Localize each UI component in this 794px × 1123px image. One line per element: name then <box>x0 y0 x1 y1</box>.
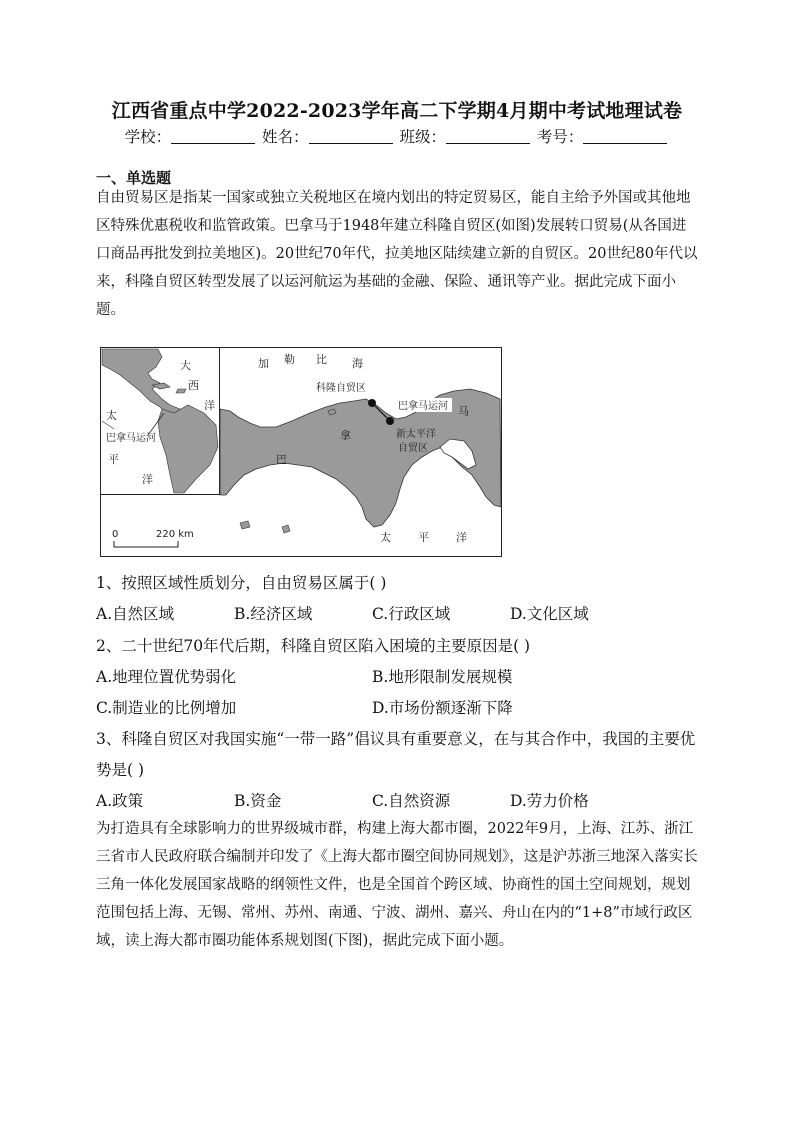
option-d[interactable]: D.文化区域 <box>510 605 589 623</box>
inset-atlantic-3: 洋 <box>204 399 215 412</box>
option-a[interactable]: A.政策 <box>96 792 144 810</box>
question-1-stem: 1、按照区域性质划分，自由贸易区属于( ) <box>96 574 387 592</box>
scale-zero: 0 <box>112 529 119 540</box>
caribbean-2: 勒 <box>284 353 295 366</box>
panama-map <box>100 347 502 557</box>
option-d[interactable]: D.市场份额逐渐下降 <box>372 699 513 717</box>
option-a[interactable]: A.自然区域 <box>96 605 175 623</box>
class-blank[interactable] <box>446 129 530 144</box>
caribbean-1: 加 <box>258 357 269 370</box>
question-2-options-row2 <box>96 696 696 716</box>
option-b[interactable]: B.地形限制发展规模 <box>372 668 513 686</box>
name-blank[interactable] <box>309 129 393 144</box>
scale-km: 220 km <box>156 529 194 540</box>
inset-atlantic-1: 大 <box>180 359 191 372</box>
option-d[interactable]: D.劳力价格 <box>510 792 589 810</box>
school-blank[interactable] <box>171 129 255 144</box>
pacific-label-3: 洋 <box>456 531 467 544</box>
new-pacific-label-2: 自贸区 <box>398 443 428 454</box>
pacific-label-1: 太 <box>380 531 391 544</box>
colon-marker <box>368 399 376 407</box>
school-label: 学校： <box>124 128 172 146</box>
question-2-stem: 2、二十世纪70年代后期，科隆自贸区陷入困境的主要原因是( ) <box>96 637 531 655</box>
option-b[interactable]: B.资金 <box>234 792 282 810</box>
option-c[interactable]: C.制造业的比例增加 <box>96 699 237 717</box>
country-label-1: 巴 <box>276 453 287 466</box>
new-pacific-marker <box>386 417 394 425</box>
option-c[interactable]: C.自然资源 <box>372 792 451 810</box>
inset-atlantic-2: 西 <box>188 379 199 392</box>
caribbean-3: 比 <box>316 353 327 366</box>
caribbean-4: 海 <box>352 357 363 370</box>
class-label: 班级： <box>399 128 446 146</box>
question-2-options-row1 <box>96 665 696 685</box>
hispaniola-shape <box>176 389 186 393</box>
question-3-options <box>96 789 696 809</box>
inset-canal-label: 巴拿马运河 <box>106 433 156 444</box>
passage-1: 自由贸易区是指某一国家或独立关税地区在境内划出的特定贸易区，能自主给予外国或其他地区特殊优惠税收和监管政策。巴拿马于1948年建立科隆自贸区(如图)发展转口贸易(从各国进口商品再批发到拉美地区)。20世纪70年代，拉美地区陆续建立新的自贸区。20世纪80年代以来，科隆自贸区转型发展了以运河航运为基础的金融、保险、通讯等产业。据此完成下面小题。 <box>96 190 698 318</box>
country-label-2: 拿 <box>340 429 351 442</box>
pacific-label-2: 平 <box>418 531 429 544</box>
country-label-3: 马 <box>458 405 469 418</box>
option-b[interactable]: B.经济区域 <box>234 605 313 623</box>
question-3-stem-line2: 势是( ) <box>96 761 145 779</box>
canal-label: 巴拿马运河 <box>398 401 448 412</box>
question-1-options <box>96 602 696 622</box>
inset-map <box>101 348 220 495</box>
option-a[interactable]: A.地理位置优势弱化 <box>96 668 237 686</box>
question-3-stem-line1: 3、科隆自贸区对我国实施“一带一路”倡议具有重要意义，在与其合作中，我国的主要优 <box>96 730 696 748</box>
exam-no-label: 考号： <box>536 128 584 146</box>
exam-title: 江西省重点中学2022-2023学年高二下学期4月期中考试地理试卷 <box>111 100 683 122</box>
option-c[interactable]: C.行政区域 <box>372 605 451 623</box>
section-heading: 一、单选题 <box>96 169 172 187</box>
inset-pacific-2: 平 <box>108 453 119 466</box>
inset-pacific-1: 太 <box>106 409 117 422</box>
colon-label: 科隆自贸区 <box>316 383 366 394</box>
inset-pacific-3: 洋 <box>142 473 153 486</box>
new-pacific-label-1: 新太平洋 <box>396 429 436 440</box>
exam-no-blank[interactable] <box>583 129 667 144</box>
name-label: 姓名： <box>262 128 309 146</box>
student-info-line <box>0 125 794 147</box>
passage-2: 为打造具有全球影响力的世界级城市群，构建上海大都市圈，2022年9月，上海、江苏、浙江三省市人民政府联合编制并印发了《上海大都市圈空间协同规划》，这是沪苏浙三地深入落实长三角一体化发展国家战略的纲领性文件，也是全国首个跨区域、协商性的国土空间规划，规划范围包括上海、无锡、常州、苏州、南通、宁波、湖州、嘉兴、舟山在内的“1+8”市域行政区域，读上海大都市圈功能体系规划图(下图)，据此完成下面小题。 <box>96 821 698 949</box>
